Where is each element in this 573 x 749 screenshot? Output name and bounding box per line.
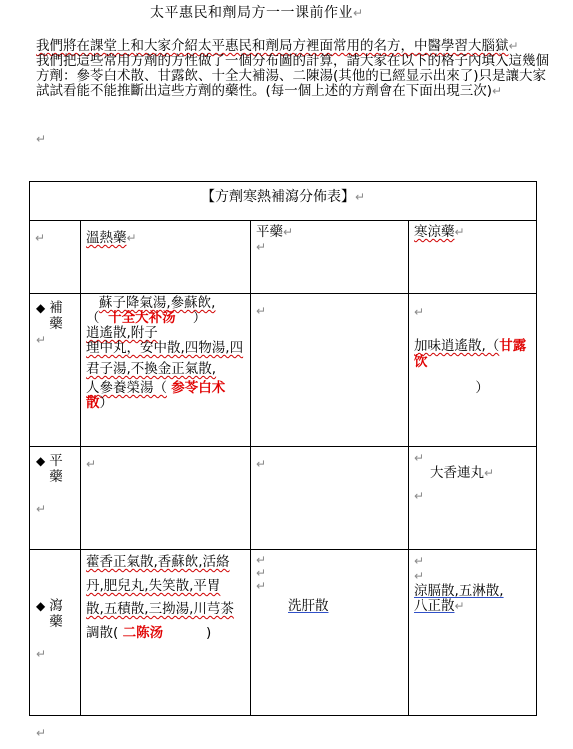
- cell-purge-neutral[interactable]: ↵ ↵ ↵ 洗肝散: [251, 550, 409, 716]
- answer-shenling: 参苓白术散: [86, 380, 226, 411]
- cell-neutral-warm[interactable]: ↵: [81, 447, 251, 550]
- header-cold: 寒涼藥↵: [409, 221, 537, 294]
- cell-purge-cold[interactable]: ↵ ↵ 涼膈散,五淋散, 八正散↵: [409, 550, 537, 716]
- intro-paragraph-1: 我們將在課堂上和大家介紹太平惠民和劑局方裡面常用的名方，中醫學習大腦獄↵: [36, 38, 519, 54]
- diamond-bullet-icon: ◆: [36, 599, 46, 613]
- intro-text: [36, 39, 556, 99]
- cell-tonify-cold[interactable]: ↵ 加味逍遙散,（甘露饮 ）: [409, 294, 537, 447]
- table-caption: 【方劑寒熱補瀉分佈表】↵: [200, 189, 366, 205]
- cell-purge-warm[interactable]: 藿香正氣散,香蘇飲,活絡 丹,肥兒丸,失笑散,平胃 散,五積散,三拗湯,川芎茶 調散( 二陈汤 ): [81, 550, 251, 716]
- header-neutral: 平藥↵ ↵: [251, 221, 409, 294]
- paragraph-mark: ↵: [36, 726, 47, 740]
- table-caption-cell: [30, 182, 537, 221]
- intro-paragraph-2: 我們把這些常用方劑的方性做了一個分布圖的計算，請大家在以下的格子內填入這幾個方劑：參苓白术散、甘露飲、十全大補湯、二陳湯(其他的已經显示出來了)只是讓大家試試看能不能推斷出這些方劑的藥性。(每一個上述的方劑會在下面出現三次)↵: [36, 53, 549, 99]
- diamond-bullet-icon: ◆: [36, 301, 46, 315]
- cell-neutral-cold[interactable]: ↵ 大香連丸↵ ↵: [409, 447, 537, 550]
- row-header-tonify: ◆ 補藥 ↵: [30, 294, 81, 447]
- answer-shiquan: 十全大补汤: [108, 310, 176, 326]
- header-warm: 溫熱藥↵: [81, 221, 251, 294]
- paragraph-mark: ↵: [36, 132, 47, 146]
- answer-ganlu: 甘露饮: [414, 338, 527, 370]
- cell-neutral-neutral[interactable]: ↵: [251, 447, 409, 550]
- row-header-neutral: ◆ 平藥 ↵: [30, 447, 81, 550]
- cell-tonify-neutral[interactable]: ↵: [251, 294, 409, 447]
- document-title: 太平惠民和劑局方一一课前作业↵: [150, 5, 364, 21]
- row-header-purge: ◆ 瀉藥 ↵: [30, 550, 81, 716]
- distribution-table: [29, 181, 537, 716]
- cell-tonify-warm[interactable]: 蘇子降氣湯,參蘇飲, （ 十全大补汤 ） 逍遙散,附子 理中丸，安中散,四物湯,四 君子湯,不換金正氣散, 人參養榮湯（ 参苓白术散）: [81, 294, 251, 447]
- answer-erchen: 二陈汤: [122, 625, 164, 641]
- diamond-bullet-icon: ◆: [36, 454, 46, 468]
- corner-cell[interactable]: ↵: [30, 221, 81, 294]
